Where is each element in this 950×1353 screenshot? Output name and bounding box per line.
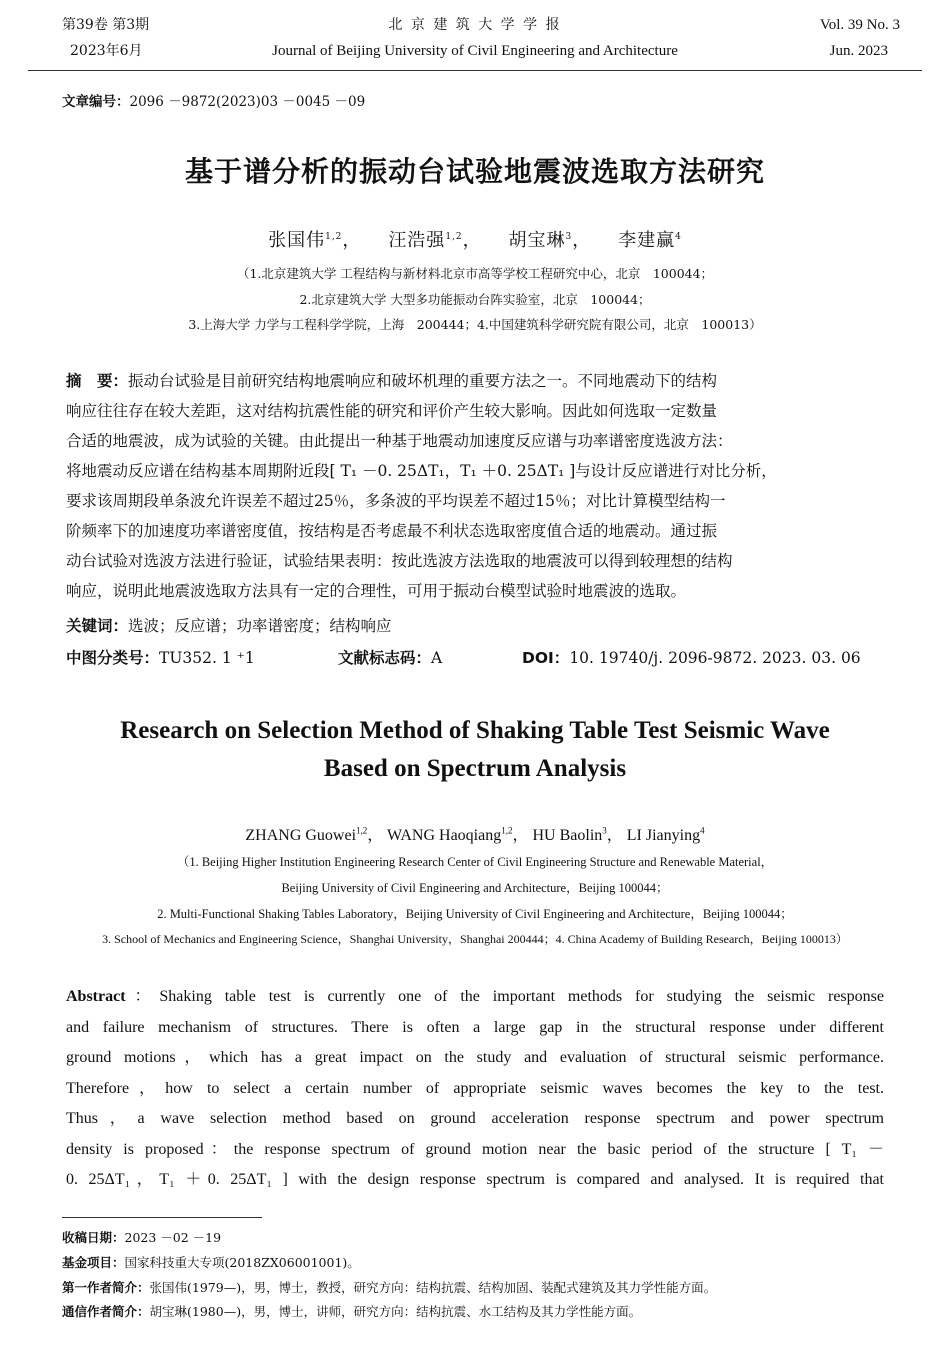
abstract-cn-line: 动台试验对选波方法进行验证，试验结果表明：按此选波方法选取的地震波可以得到较理想的结构 (66, 552, 733, 570)
affiliation-en: 2. Multi-Functional Shaking Tables Laboratory，Beijing University of Civil Engineering and Architecture，Beijing 100044； (157, 907, 793, 921)
title-en (0, 712, 950, 788)
clc-number: 中图分类号：TU352. 1 ⁺1 (66, 649, 255, 667)
abstract-cn-line: 响应往往存在较大差距，这对结构抗震性能的研究和评价产生较大影响。因此如何选取一定数量 (66, 402, 718, 420)
affiliation-cn: 3.上海大学 力学与工程科学学院，上海 200444；4.中国建筑科学研究院有限公司，北京 100013） (188, 317, 762, 332)
article-id (62, 90, 365, 110)
title-en-line: Based on Spectrum Analysis (323, 755, 627, 782)
keywords-label: 关键词： (66, 617, 129, 635)
author-en: HU Baolin$^3$， (532, 825, 623, 844)
abstract-cn-line: 将地震动反应谱在结构基本周期附近段[ T₁ －0. 25ΔT₁，T₁ ＋0. 25ΔT₁ ]与设计反应谱进行对比分析， (66, 462, 777, 480)
author-en: LI Jianying$^4$ (626, 825, 705, 844)
volume-issue: 第39卷 第3期 (62, 17, 150, 33)
abstract-en-label: Abstract (66, 988, 126, 1005)
author-cn: 李建赢$^4$ (618, 230, 682, 251)
abstract-cn (66, 366, 884, 606)
article-id-label: 文章编号： (62, 94, 130, 110)
title-cn: 基于谱分析的振动台试验地震波选取方法研究 (184, 155, 765, 188)
publication-date-en: Jun. 2023 (829, 43, 888, 59)
publication-date: 2023年6月 (70, 43, 143, 59)
volume-issue-en: Vol. 39 No. 3 (819, 17, 900, 33)
article-id-value: 2096 －9872(2023)03 －0045 －09 (129, 94, 366, 110)
abstract-en (66, 982, 884, 1196)
footnote-received: 收稿日期：2023 －02 －19 (62, 1230, 222, 1245)
header-rule (28, 70, 922, 71)
author-cn: 张国伟$^{1,2}$， (268, 230, 362, 251)
abstract-en-line: Therefore，how to select a certain number of appropriate seismic waves becomes the key to the test. (66, 1079, 884, 1097)
footnote-rule (62, 1217, 262, 1218)
abstract-en-line: ground motions，which has a great impact on the study and evaluation of structural seismic performance. (66, 1049, 884, 1066)
affiliation-cn: （1.北京建筑大学 工程结构与新材料北京市高等学校工程研究中心，北京 100044； (236, 266, 714, 281)
footnote-first-author: 第一作者简介：张国伟(1979—)，男，博士，教授，研究方向：结构抗震、结构加固、装配式建筑及其力学性能方面。 (62, 1280, 717, 1295)
keywords-value: 选波；反应谱；功率谱密度；结构响应 (128, 617, 392, 635)
abstract-cn-line: 阶频率下的加速度功率谱密度值，按结构是否考虑最不利状态选取密度值合适的地震动。通过振 (66, 522, 718, 540)
abstract-cn-label: 摘 要： (66, 372, 129, 390)
abstract-cn-line: 要求该周期段单条波允许误差不超过25％，多条波的平均误差不超过15％；对比计算模型结构一 (66, 492, 726, 510)
abstract-en-line: and failure mechanism of structures. There is often a large gap in the structural response under different (66, 1018, 884, 1036)
affiliation-cn: 2.北京建筑大学 大型多功能振动台阵实验室，北京 100044； (299, 292, 651, 307)
abstract-en-line: Thus，a wave selection method based on ground acceleration response spectrum and power spectrum (66, 1110, 884, 1127)
abstract-en-line: density is proposed：the response spectrum of ground motion near the basic period of the structure [ T₁ － (66, 1140, 884, 1158)
doi: DOI：10. 19740/j. 2096-9872. 2023. 03. 06 (522, 649, 861, 667)
author-en: ZHANG Guowei$^{1,2}$， (245, 825, 384, 844)
abstract-cn-line: 摘 要：振动台试验是目前研究结构地震响应和破坏机理的重要方法之一。不同地震动下的结构 (66, 372, 718, 390)
footnote-funding: 基金项目：国家科技重大专项(2018ZX06001001)。 (62, 1255, 360, 1270)
author-cn: 胡宝琳$^3$， (508, 230, 592, 251)
journal-name-cn: 北 京 建 筑 大 学 学 报 (388, 17, 562, 33)
author-cn: 汪浩强$^{1,2}$， (388, 230, 482, 251)
journal-name-en: Journal of Beijing University of Civil Engineering and Architecture (272, 43, 678, 59)
authors-en (0, 822, 950, 845)
abstract-en-line: Abstract：Shaking table test is currently one of the important methods for studying the seismic response (66, 988, 884, 1005)
affiliation-en: （1. Beijing Higher Institution Engineering Research Center of Civil Engineering Structure and Renewable Material， (176, 855, 774, 869)
abstract-cn-line: 响应，说明此地震波选取方法具有一定的合理性，可用于振动台模型试验时地震波的选取。 (66, 582, 687, 600)
affiliation-en: 3. School of Mechanics and Engineering Science，Shanghai University，Shanghai 200444；4. China Academy of Building Research，Beijing 100013） (102, 932, 848, 946)
abstract-cn-line: 合适的地震波，成为试验的关键。由此提出一种基于地震动加速度反应谱与功率谱密度选波方法： (66, 432, 733, 450)
authors-cn (0, 226, 950, 252)
abstract-en-line: 0. 25ΔT₁，T₁ ＋0. 25ΔT₁ ] with the design response spectrum is compared and analysed. It is required that (66, 1171, 884, 1188)
keywords-cn (66, 614, 392, 636)
author-en: WANG Haoqiang$^{1,2}$， (387, 825, 529, 844)
title-en-line: Research on Selection Method of Shaking Table Test Seismic Wave (120, 717, 830, 744)
affiliation-en: Beijing University of Civil Engineering and Architecture，Beijing 100044； (281, 881, 669, 895)
footnote-corresponding-author: 通信作者简介：胡宝琳(1980—)，男，博士，讲师，研究方向：结构抗震、水工结构及其力学性能方面。 (62, 1304, 642, 1319)
document-code: 文献标志码：A (338, 649, 443, 667)
